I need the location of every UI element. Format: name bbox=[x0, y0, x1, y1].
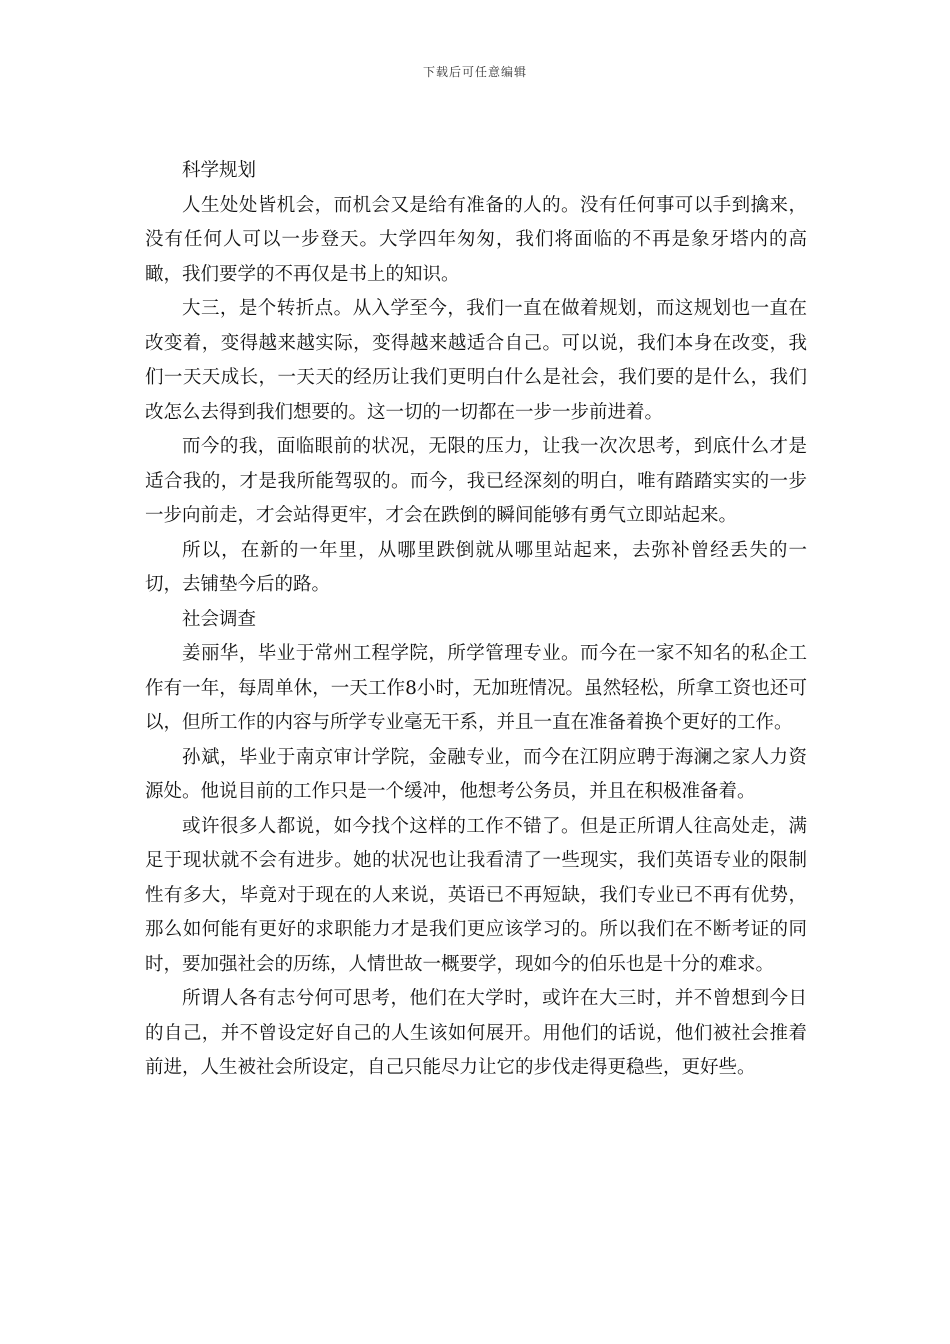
page-header-note: 下载后可任意编辑 bbox=[422, 65, 527, 79]
document-body bbox=[145, 154, 807, 1086]
paragraph: 或许很多人都说，如今找个这样的工作不错了。但是正所谓人往高处走，满足于现状就不会有进步。她的状况也让我看清了一些现实，我们英语专业的限制性有多大，毕竟对于现在的人来说，英语已不再短缺，我们专业已不再有优势，那么如何能有更好的求职能力才是我们更应该学习的。所以我们在不断考证的同时，要加强社会的历练，人情世故一概要学，现如今的伯乐也是十分的难求。 bbox=[145, 815, 807, 975]
paragraph: 所以，在新的一年里，从哪里跌倒就从哪里站起来，去弥补曾经丢失的一切，去铺垫今后的路。 bbox=[145, 539, 807, 595]
paragraph: 大三，是个转折点。从入学至今，我们一直在做着规划，而这规划也一直在改变着，变得越来越实际，变得越来越适合自己。可以说，我们本身在改变，我们一天天成长，一天天的经历让我们更明白什么是社会，我们要的是什么，我们改怎么去得到我们想要的。这一切的一切都在一步一步前进着。 bbox=[145, 298, 807, 423]
paragraph: 而今的我，面临眼前的状况，无限的压力，让我一次次思考，到底什么才是适合我的，才是我所能驾驭的。而今，我已经深刻的明白，唯有踏踏实实的一步一步向前走，才会站得更牢，才会在跌倒的瞬间能够有勇气立即站起来。 bbox=[145, 436, 807, 526]
paragraph: 人生处处皆机会，而机会又是给有准备的人的。没有任何事可以手到擒来，没有任何人可以一步登天。大学四年匆匆，我们将面临的不再是象牙塔内的高瞰，我们要学的不再仅是书上的知识。 bbox=[145, 194, 807, 285]
paragraph: 所谓人各有志兮何可思考，他们在大学时，或许在大三时，并不曾想到今日的自己，并不曾设定好自己的人生该如何展开。用他们的话说，他们被社会推着前进，人生被社会所设定，自己只能尽力让它的步伐走得更稳些，更好些。 bbox=[145, 988, 807, 1078]
section-heading-planning: 科学规划 bbox=[182, 160, 257, 181]
section-heading-survey: 社会调查 bbox=[182, 608, 257, 630]
paragraph: 孙斌，毕业于南京审计学院，金融专业，而今在江阴应聘于海澜之家人力资源处。他说目前的工作只是一个缓冲，他想考公务员，并且在积极准备着。 bbox=[145, 746, 807, 802]
paragraph: 姜丽华，毕业于常州工程学院，所学管理专业。而今在一家不知名的私企工作有一年，每周单休，一天工作8小时，无加班情况。虽然轻松，所拿工资也还可以，但所工作的内容与所学专业毫无干系，并且一直在准备着换个更好的工作。 bbox=[145, 643, 807, 733]
